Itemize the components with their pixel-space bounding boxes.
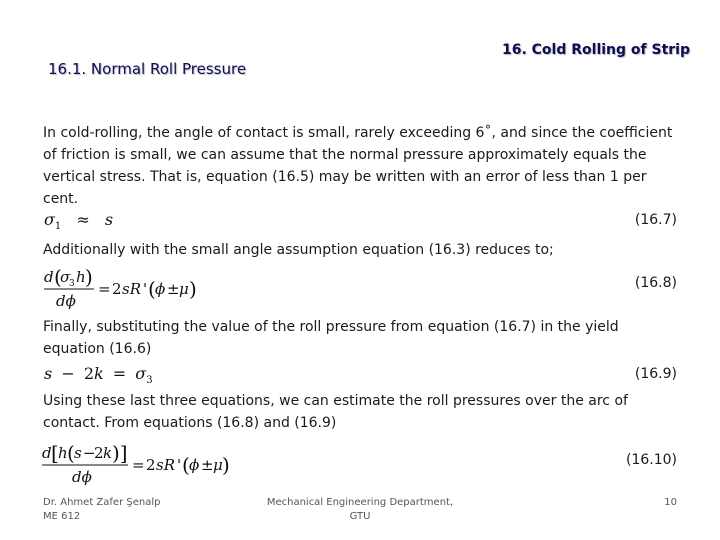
svg-text:): ) (189, 277, 197, 301)
svg-text:2: 2 (94, 444, 104, 462)
footer-course-code: ME 612 (43, 511, 81, 522)
equation-number-16-8: (16.8) (634, 275, 677, 291)
svg-text:2: 2 (146, 456, 156, 474)
equation-16-8 (42, 264, 202, 314)
svg-text:[: [ (51, 441, 59, 465)
section-title: 16.1. Normal Roll Pressure (48, 60, 247, 78)
equation-number-16-9: (16.9) (634, 366, 677, 382)
svg-text:dϕ: dϕ (56, 292, 76, 310)
equation-16-10 (40, 440, 230, 490)
svg-text:±: ± (201, 456, 214, 474)
svg-text:−: − (83, 444, 96, 462)
svg-text:d: d (42, 444, 52, 462)
svg-text:': ' (143, 280, 148, 298)
paragraph-small-angle: Additionally with the small angle assumption equation (16.3) reduces to; (43, 242, 554, 258)
equation-16-9: $s - 2k = \sigma_3$ (44, 364, 153, 387)
svg-text:': ' (177, 456, 182, 474)
svg-text:3: 3 (69, 279, 75, 289)
svg-text:2: 2 (112, 280, 122, 298)
svg-text:=: = (98, 280, 111, 298)
page-number: 10 (664, 497, 677, 508)
svg-text:h: h (58, 444, 68, 462)
paragraph-substitution: Finally, substituting the value of the roll pressure from equation (16.7) in the yield equation (16.6) (43, 319, 619, 357)
svg-text:d: d (44, 268, 54, 286)
svg-text:sR: sR (156, 456, 175, 474)
svg-text:(: ( (182, 453, 190, 477)
svg-text:s: s (74, 444, 82, 462)
equation-number-16-10: (16.10) (625, 452, 677, 468)
svg-text:ϕ: ϕ (189, 456, 200, 474)
svg-text:(: ( (148, 277, 156, 301)
footer-author (43, 496, 160, 524)
chapter-title: 16. Cold Rolling of Strip (501, 42, 690, 58)
svg-text:k: k (103, 444, 113, 462)
svg-text:μ: μ (213, 456, 223, 474)
svg-text:): ) (222, 453, 230, 477)
svg-text:dϕ: dϕ (72, 468, 92, 486)
paragraph-intro: In cold-rolling, the angle of contact is small, rarely exceeding 6˚, and since the coefficient of friction is small, we can assume that the normal pressure approximately equals the vertical stress. That is, equation (16.5) may be written with an error of less than 1 per cent. (43, 125, 673, 207)
paragraph-estimate: Using these last three equations, we can estimate the roll pressures over the arc of contact. From equations (16.8) and (16.9) (43, 393, 628, 431)
footer-university: GTU (349, 511, 371, 522)
svg-text:(: ( (67, 441, 75, 465)
svg-text:=: = (132, 456, 145, 474)
footer-department (260, 496, 460, 524)
svg-text:h: h (76, 268, 86, 286)
equation-16-7: $\sigma_1 \approx s$ (44, 210, 114, 233)
footer-department-name: Mechanical Engineering Department, (266, 497, 454, 508)
svg-text:±: ± (167, 280, 180, 298)
svg-text:)]: )] (112, 441, 128, 465)
svg-text:ϕ: ϕ (155, 280, 166, 298)
svg-text:): ) (85, 265, 93, 289)
svg-text:σ: σ (60, 268, 71, 286)
svg-text:μ: μ (179, 280, 189, 298)
footer-author-name: Dr. Ahmet Zafer Şenalp (43, 497, 161, 508)
svg-text:(: ( (54, 265, 62, 289)
equation-number-16-7: (16.7) (634, 212, 677, 228)
svg-text:sR: sR (122, 280, 141, 298)
